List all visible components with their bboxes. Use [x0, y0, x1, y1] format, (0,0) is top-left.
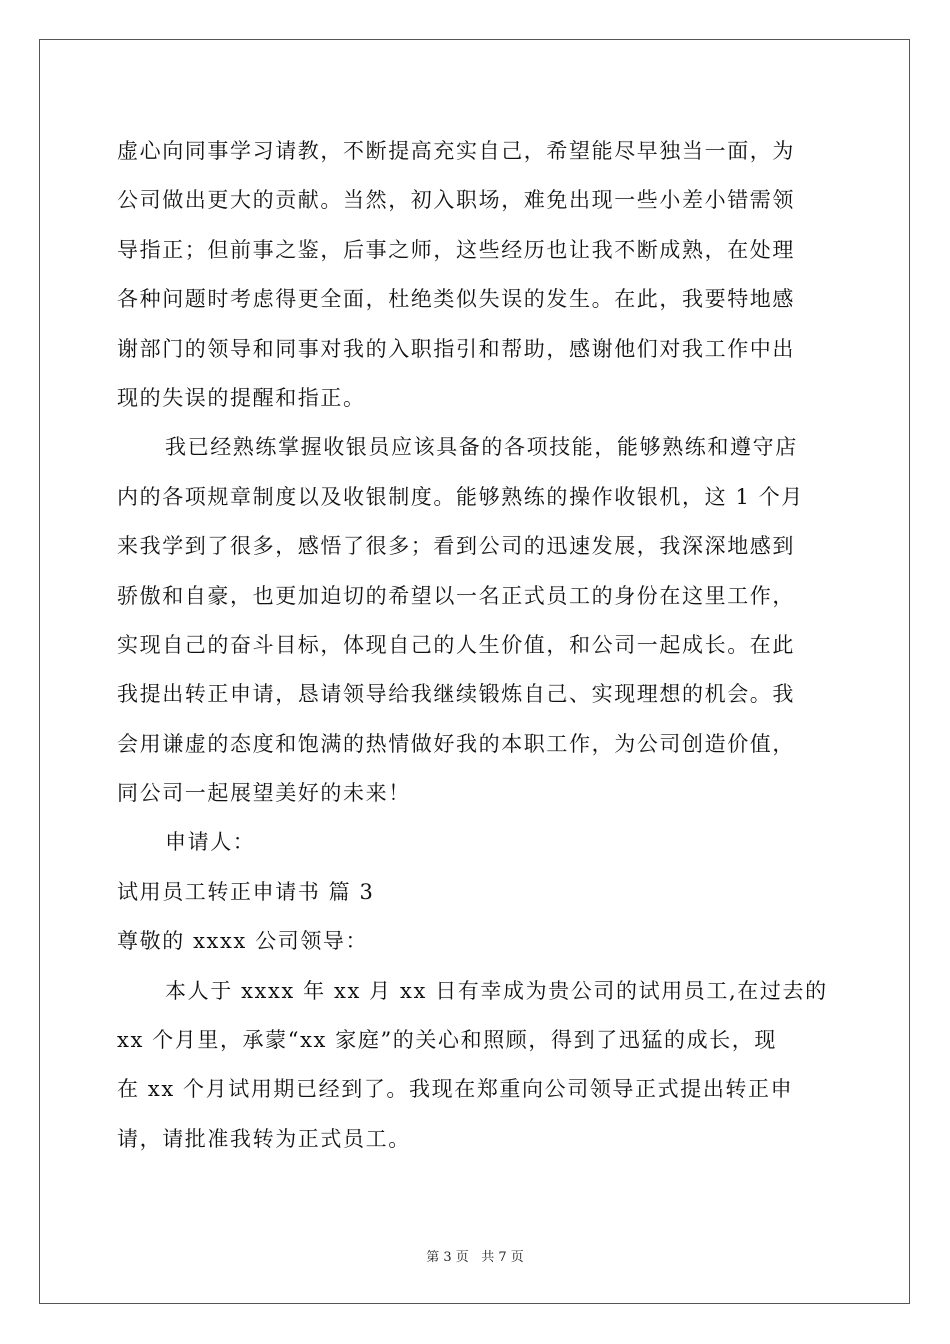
text-line: 导指正；但前事之鉴，后事之师，这些经历也让我不断成熟，在处理 — [117, 237, 795, 262]
paragraph-start-line: 本人于 xxxx 年 xx 月 xx 日有幸成为贵公司的试用员工,在过去的 — [165, 978, 828, 1003]
text-line: 我提出转正申请，恳请领导给我继续锻炼自己、实现理想的机会。我 — [117, 682, 795, 707]
section-heading: 试用员工转正申请书 篇 3 — [117, 879, 375, 904]
document-body — [117, 127, 837, 1164]
text-line: 内的各项规章制度以及收银制度。能够熟练的操作收银机，这 1 个月 — [117, 484, 804, 509]
applicant-label: 申请人： — [165, 830, 256, 855]
text-line: 实现自己的奋斗目标，体现自己的人生价值，和公司一起成长。在此 — [117, 632, 795, 657]
text-line: 会用谦虚的态度和饱满的热情做好我的本职工作，为公司创造价值， — [117, 731, 795, 756]
text-line: 请，请批准我转为正式员工。 — [117, 1126, 411, 1151]
text-line: 在 xx 个月试用期已经到了。我现在郑重向公司领导正式提出转正申 — [117, 1077, 794, 1102]
page-footer: 第 3 页 共 7 页 — [426, 1250, 524, 1265]
text-line: 现的失误的提醒和指正。 — [117, 385, 366, 410]
text-line: 骄傲和自豪，也更加迫切的希望以一名正式员工的身份在这里工作， — [117, 583, 795, 608]
text-line: 同公司一起展望美好的未来！ — [117, 781, 411, 806]
text-line: xx 个月里，承蒙“xx 家庭”的关心和照顾，得到了迅猛的成长，现 — [117, 1028, 777, 1053]
text-line: 谢部门的领导和同事对我的入职指引和帮助，感谢他们对我工作中出 — [117, 336, 795, 361]
text-line: 公司做出更大的贡献。当然，初入职场，难免出现一些小差小错需领 — [117, 188, 795, 213]
salutation: 尊敬的 xxxx 公司领导： — [117, 929, 369, 954]
text-line: 来我学到了很多，感悟了很多；看到公司的迅速发展，我深深地感到 — [117, 534, 795, 559]
text-line: 各种问题时考虑得更全面，杜绝类似失误的发生。在此，我要特地感 — [117, 287, 795, 312]
paragraph-start-line: 我已经熟练掌握收银员应该具备的各项技能，能够熟练和遵守店 — [165, 435, 798, 460]
text-line: 虚心向同事学习请教，不断提高充实自己，希望能尽早独当一面，为 — [117, 139, 795, 163]
